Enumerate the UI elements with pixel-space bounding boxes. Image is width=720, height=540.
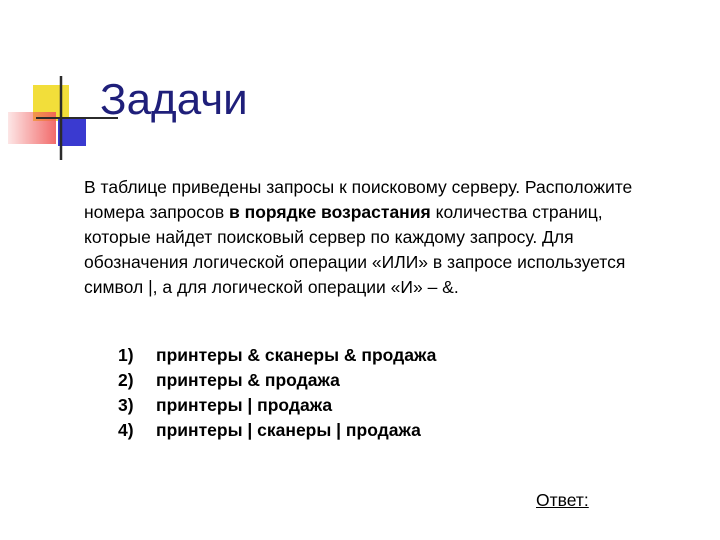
red-square <box>8 112 56 144</box>
list-item-text: принтеры | сканеры | продажа <box>156 420 421 440</box>
description-part-1: В таблице приведены запросы к поисковому серверу. Расположите номера запросов <box>84 177 633 222</box>
description-part-2: количества страниц, которые найдет поисковый сервер по каждому запросу. Для обозначения логической операции «ИЛИ» в запросе используется символ |, а для логической операции «И» – &. <box>84 202 626 297</box>
task-description <box>84 175 644 300</box>
list-item-number: 4) <box>118 420 134 440</box>
list-item <box>118 393 436 418</box>
list-item-text: принтеры & продажа <box>156 370 340 390</box>
list-item <box>118 418 436 443</box>
list-item-number: 2) <box>118 370 134 390</box>
list-item <box>118 343 436 368</box>
answer-link[interactable]: Ответ: <box>536 490 589 510</box>
list-item-text: принтеры | продажа <box>156 395 333 415</box>
query-list <box>118 343 436 443</box>
slide-title: Задачи <box>100 75 248 124</box>
list-item <box>118 368 436 393</box>
description-emphasis: в порядке возрастания <box>229 202 431 222</box>
list-item-text: принтеры & сканеры & продажа <box>156 345 437 365</box>
list-item-number: 1) <box>118 345 134 365</box>
list-item-number: 3) <box>118 395 134 415</box>
